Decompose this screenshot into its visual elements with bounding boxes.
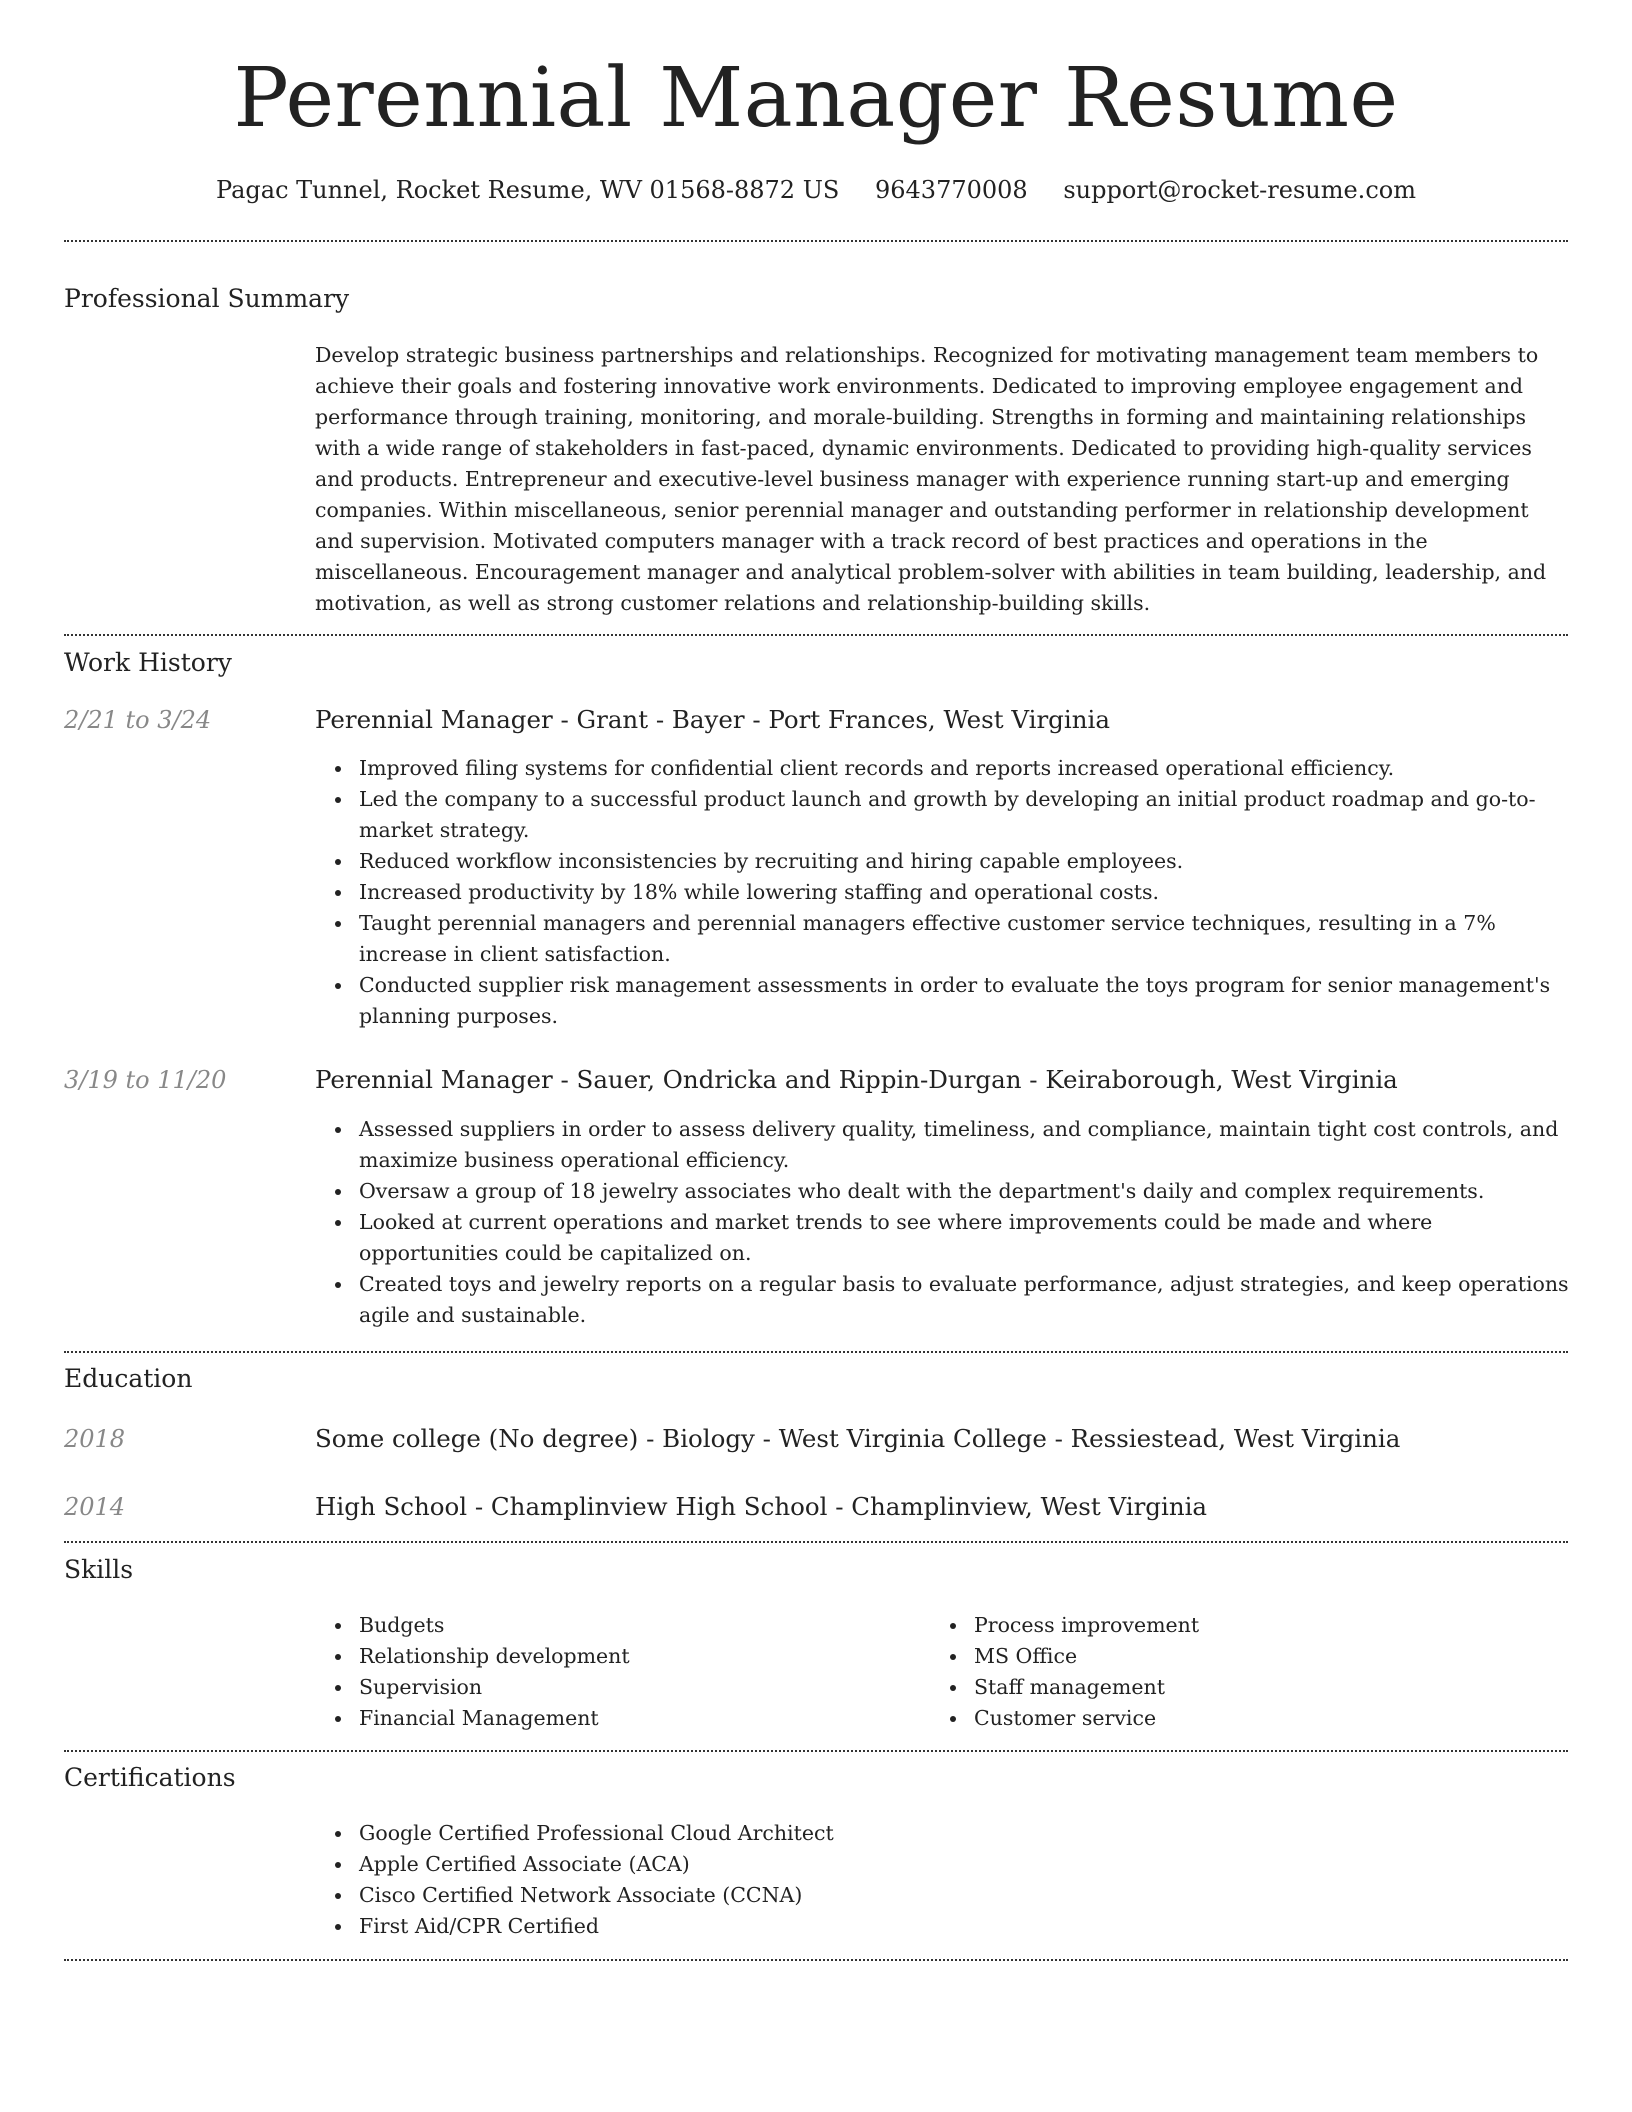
job-bullets xyxy=(315,1114,1570,1331)
job-title: Perennial Manager - Sauer, Ondricka and Rippin-Durgan - Keiraborough, West Virginia xyxy=(315,1065,1398,1094)
list-item: Customer service xyxy=(930,1703,1632,1734)
list-item: First Aid/CPR Certified xyxy=(315,1911,1570,1942)
list-item: Created toys and jewelry reports on a regular basis to evaluate performance, adjust strategies, and keep operations agile and sustainable. xyxy=(315,1269,1570,1331)
list-item: Staff management xyxy=(930,1672,1632,1703)
page-title: Perennial Manager Resume xyxy=(233,51,1399,146)
education-year: 2014 xyxy=(64,1493,126,1521)
job-bullets xyxy=(315,753,1570,1032)
list-item: Conducted supplier risk management assessments in order to evaluate the toys program for senior management's planning purposes. xyxy=(315,970,1570,1032)
list-item: Google Certified Professional Cloud Architect xyxy=(315,1818,1570,1849)
list-item: Taught perennial managers and perennial managers effective customer service techniques, resulting in a 7% increase in client satisfaction. xyxy=(315,908,1570,970)
list-item: Oversaw a group of 18 jewelry associates who dealt with the department's daily and complex requirements. xyxy=(315,1176,1570,1207)
list-item: Relationship development xyxy=(315,1641,1570,1672)
section-title-certifications: Certifications xyxy=(64,1763,236,1792)
section-title-skills: Skills xyxy=(64,1555,134,1584)
divider xyxy=(64,634,1568,636)
job-dates: 3/19 to 11/20 xyxy=(64,1066,227,1094)
divider xyxy=(64,1541,1568,1543)
summary-text: Develop strategic business partnerships and relationships. Recognized for motivating management team members to achieve their goals and fostering innovative work environments. Dedicated to improving employee engagement and performance through training, monitoring, and morale-building. Strengths in forming and maintaining relationships with a wide range of stakeholders in fast-paced, dynamic environments. Dedicated to providing high-quality services and products. Entrepreneur and executive-level business manager with experience running start-up and emerging companies. Within miscellaneous, senior perennial manager and outstanding performer in relationship development and supervision. Motivated computers manager with a track record of best practices and operations in the miscellaneous. Encouragement manager and analytical problem-solver with abilities in team building, leadership, and motivation, as well as strong customer relations and relationship-building skills. xyxy=(315,343,1547,615)
section-title-education: Education xyxy=(64,1364,193,1393)
education-title: High School - Champlinview High School - Champlinview, West Virginia xyxy=(315,1492,1208,1521)
divider xyxy=(64,1351,1568,1353)
list-item: Led the company to a successful product launch and growth by developing an initial product roadmap and go-to-market strategy. xyxy=(315,784,1570,846)
section-title-work: Work History xyxy=(64,648,232,677)
section-title-summary: Professional Summary xyxy=(64,284,350,313)
list-item: Looked at current operations and market trends to see where improvements could be made and where opportunities could be capitalized on. xyxy=(315,1207,1570,1269)
list-item: Assessed suppliers in order to assess delivery quality, timeliness, and compliance, maintain tight cost controls, and maximize business operational efficiency. xyxy=(315,1114,1570,1176)
education-title: Some college (No degree) - Biology - West Virginia College - Ressiestead, West Virginia xyxy=(315,1424,1401,1453)
phone-text: 9643770008 xyxy=(875,176,1028,204)
list-item: Apple Certified Associate (ACA) xyxy=(315,1849,1570,1880)
job-dates: 2/21 to 3/24 xyxy=(64,706,212,734)
divider xyxy=(64,1750,1568,1752)
list-item: Financial Management xyxy=(315,1703,1570,1734)
job-title: Perennial Manager - Grant - Bayer - Port Frances, West Virginia xyxy=(315,705,1110,734)
list-item: Process improvement xyxy=(930,1610,1632,1641)
list-item: Supervision xyxy=(315,1672,1570,1703)
address-text: Pagac Tunnel, Rocket Resume, WV 01568-8872 US xyxy=(216,176,840,204)
skills-list-right xyxy=(930,1610,1632,1734)
list-item: Reduced workflow inconsistencies by recruiting and hiring capable employees. xyxy=(315,846,1570,877)
list-item: Increased productivity by 18% while lowering staffing and operational costs. xyxy=(315,877,1570,908)
email-link[interactable]: support@rocket-resume.com xyxy=(1063,176,1416,204)
list-item: Budgets xyxy=(315,1610,1570,1641)
list-item: MS Office xyxy=(930,1641,1632,1672)
divider xyxy=(64,240,1568,242)
education-year: 2018 xyxy=(64,1425,126,1453)
certifications-list xyxy=(315,1818,1570,1942)
divider xyxy=(64,1959,1568,1961)
list-item: Cisco Certified Network Associate (CCNA) xyxy=(315,1880,1570,1911)
list-item: Improved filing systems for confidential client records and reports increased operational efficiency. xyxy=(315,753,1570,784)
contact-line xyxy=(0,172,1632,208)
